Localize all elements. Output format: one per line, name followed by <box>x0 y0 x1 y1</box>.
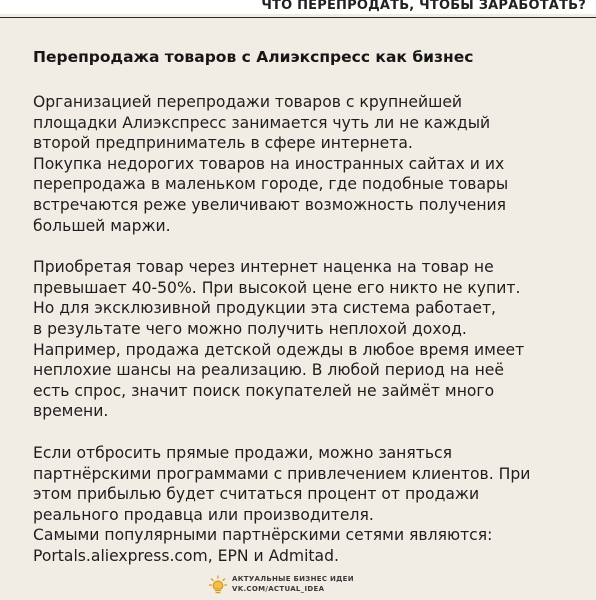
footer-brand-name: АКТУАЛЬНЫЕ БИЗНЕС ИДЕИ <box>232 575 354 583</box>
text-line: перепродажа в маленьком городе, где подобные товары <box>33 175 509 194</box>
text-line: есть спрос, значит поиск покупателей не займёт много <box>33 381 495 400</box>
text-line: в результате чего можно получить неплохой доход. <box>33 319 467 338</box>
text-line: неплохие шансы на реализацию. В любой период на неё <box>33 361 504 380</box>
text-line: реального продавца или производителя. <box>33 505 374 524</box>
text-line: Организацией перепродажи товаров с крупнейшей <box>33 93 463 111</box>
text-line: превышает 40-50%. При высокой цене его никто не купит. <box>33 278 521 297</box>
header-divider <box>0 17 596 18</box>
footer-branding <box>0 573 596 597</box>
text-line: партнёрскими программами с привлечением клиентов. При <box>33 464 531 483</box>
text-line: Но для эксклюзивной продукции эта система работает, <box>33 299 496 318</box>
text-line: Покупка недорогих товаров на иностранных сайтах и их <box>33 154 505 173</box>
article <box>33 47 581 587</box>
text-line: встречаются реже увеличивают возможность получения <box>33 195 507 214</box>
text-line: времени. <box>33 402 109 421</box>
text-line: Если отбросить прямые продажи, можно заняться <box>33 443 452 462</box>
paragraph-2 <box>33 257 581 422</box>
lightbulb-icon <box>208 575 228 595</box>
text-line: второй предприниматель в сфере интернета. <box>33 134 413 153</box>
header-band <box>0 0 596 14</box>
paragraph-3 <box>33 443 581 567</box>
text-line: площадки Алиэкспресс занимается чуть ли не каждый <box>33 113 491 132</box>
text-line: Portals.aliexpress.com, EPN и Admitad. <box>33 546 339 565</box>
footer-text <box>232 574 354 594</box>
header-title: ЧТО ПЕРЕПРОДАТЬ, ЧТОБЫ ЗАРАБОТАТЬ? <box>261 0 586 13</box>
text-line: большей маржи. <box>33 216 171 235</box>
footer-brand-link: VK.COM/ACTUAL_IDEA <box>232 585 325 593</box>
text-line: этом прибылью будет считаться процент от продажи <box>33 485 480 504</box>
text-line: Например, продажа детской одежды в любое время имеет <box>33 340 525 359</box>
text-line: Самыми популярными партнёрскими сетями являются: <box>33 526 493 545</box>
text-line: Приобретая товар через интернет наценка на товар не <box>33 258 494 277</box>
article-heading: Перепродажа товаров с Алиэкспресс как бизнес <box>33 48 474 66</box>
paragraph-1 <box>33 92 581 236</box>
